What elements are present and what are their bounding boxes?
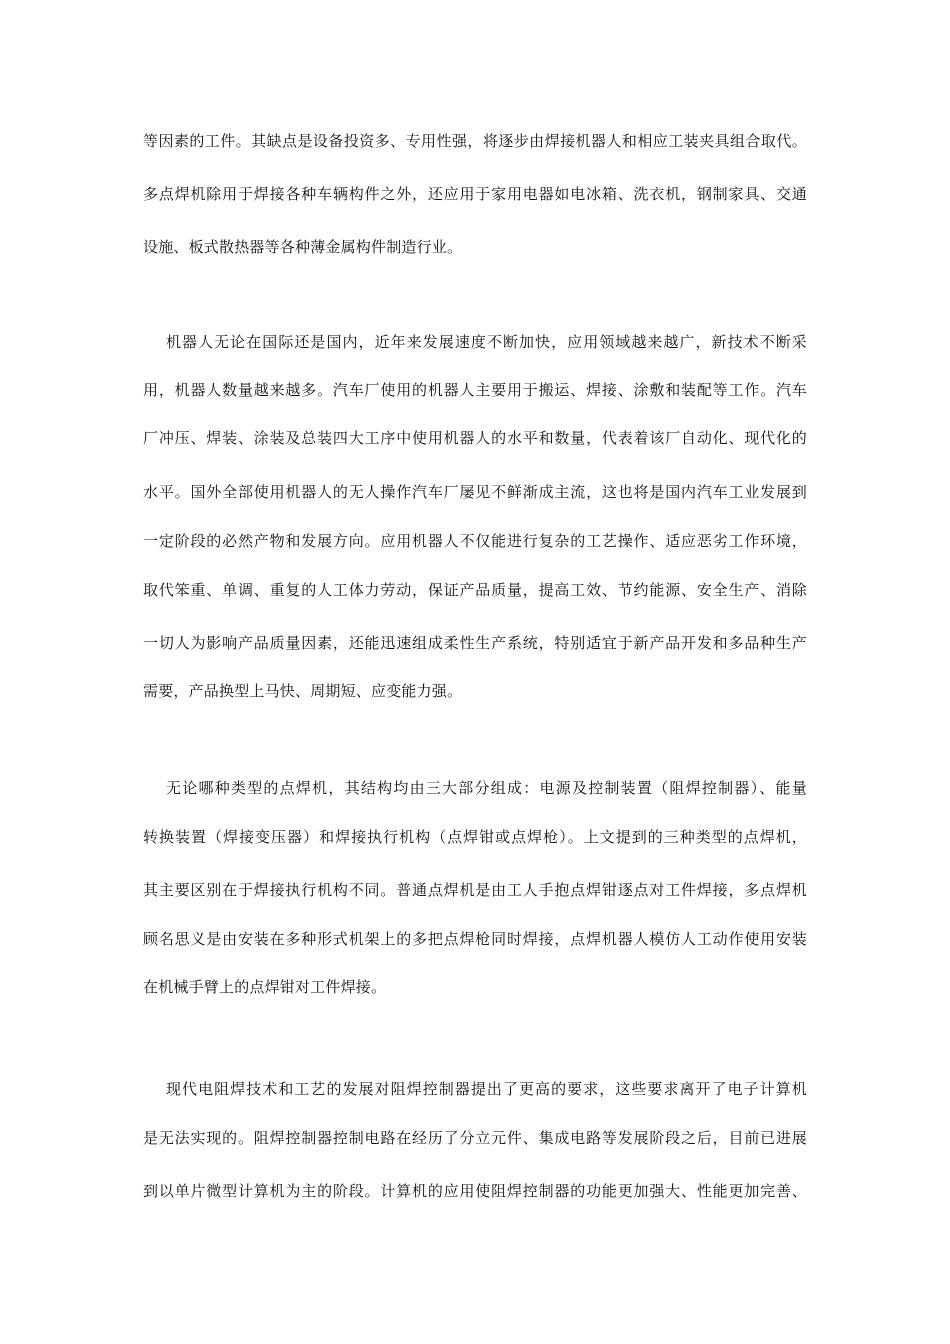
paragraph-3-line-4: 顾名思义是由安装在多种形式机架上的多把点焊枪同时焊接，点焊机器人模仿人工动作使用安装	[143, 930, 807, 948]
paragraph-2-line-4: 水平。国外全部使用机器人的无人操作汽车厂屡见不鲜渐成主流，这也将是国内汽车工业发展到	[143, 483, 807, 501]
paragraph-3-line-1: 无论哪种类型的点焊机，其结构均由三大部分组成：电源及控制装置（阻焊控制器）、能量	[166, 779, 807, 797]
paragraph-2-line-1: 机器人无论在国际还是国内，近年来发展速度不断加快，应用领域越来越广，新技术不断采	[166, 333, 807, 351]
paragraph-4-line-2: 是无法实现的。阻焊控制器控制电路在经历了分立元件、集成电路等发展阶段之后，目前已进展	[143, 1129, 807, 1147]
paragraph-1-line-1: 等因素的工件。其缺点是设备投资多、专用性强，将逐步由焊接机器人和相应工装夹具组合取代。	[143, 132, 807, 150]
paragraph-1-line-2: 多点焊机除用于焊接各种车辆构件之外，还应用于家用电器如电冰箱、洗衣机，钢制家具、交通	[143, 185, 807, 203]
paragraph-2-line-2: 用，机器人数量越来越多。汽车厂使用的机器人主要用于搬运、焊接、涂敷和装配等工作。汽车	[143, 381, 807, 399]
paragraph-3-line-5: 在机械手臂上的点焊钳对工件焊接。	[143, 978, 387, 996]
paragraph-2-line-6: 取代笨重、单调、重复的人工体力劳动，保证产品质量，提高工效、节约能源、安全生产、消除	[143, 581, 807, 599]
paragraph-2-line-7: 一切人为影响产品质量因素，还能迅速组成柔性生产系统，特别适宜于新产品开发和多品种生产	[143, 634, 807, 652]
paragraph-2-line-5: 一定阶段的必然产物和发展方向。应用机器人不仅能进行复杂的工艺操作、适应恶劣工作环境，	[143, 532, 807, 550]
paragraph-2-line-3: 厂冲压、焊装、涂装及总装四大工序中使用机器人的水平和数量，代表着该厂自动化、现代化的	[143, 429, 807, 447]
paragraph-4-line-1: 现代电阻焊技术和工艺的发展对阻焊控制器提出了更高的要求，这些要求离开了电子计算机	[166, 1080, 807, 1098]
paragraph-1-line-3: 设施、板式散热器等各种薄金属构件制造行业。	[143, 238, 463, 256]
paragraph-3-line-2: 转换装置（焊接变压器）和焊接执行机构（点焊钳或点焊枪）。上文提到的三种类型的点焊机，	[143, 828, 807, 846]
paragraph-4-line-3: 到以单片微型计算机为主的阶段。计算机的应用使阻焊控制器的功能更加强大、性能更加完善、	[143, 1182, 807, 1200]
paragraph-2-line-8: 需要，产品换型上马快、周期短、应变能力强。	[143, 682, 463, 700]
paragraph-3-line-3: 其主要区别在于焊接执行机构不同。普通点焊机是由工人手抱点焊钳逐点对工件焊接，多点焊机	[143, 881, 807, 899]
